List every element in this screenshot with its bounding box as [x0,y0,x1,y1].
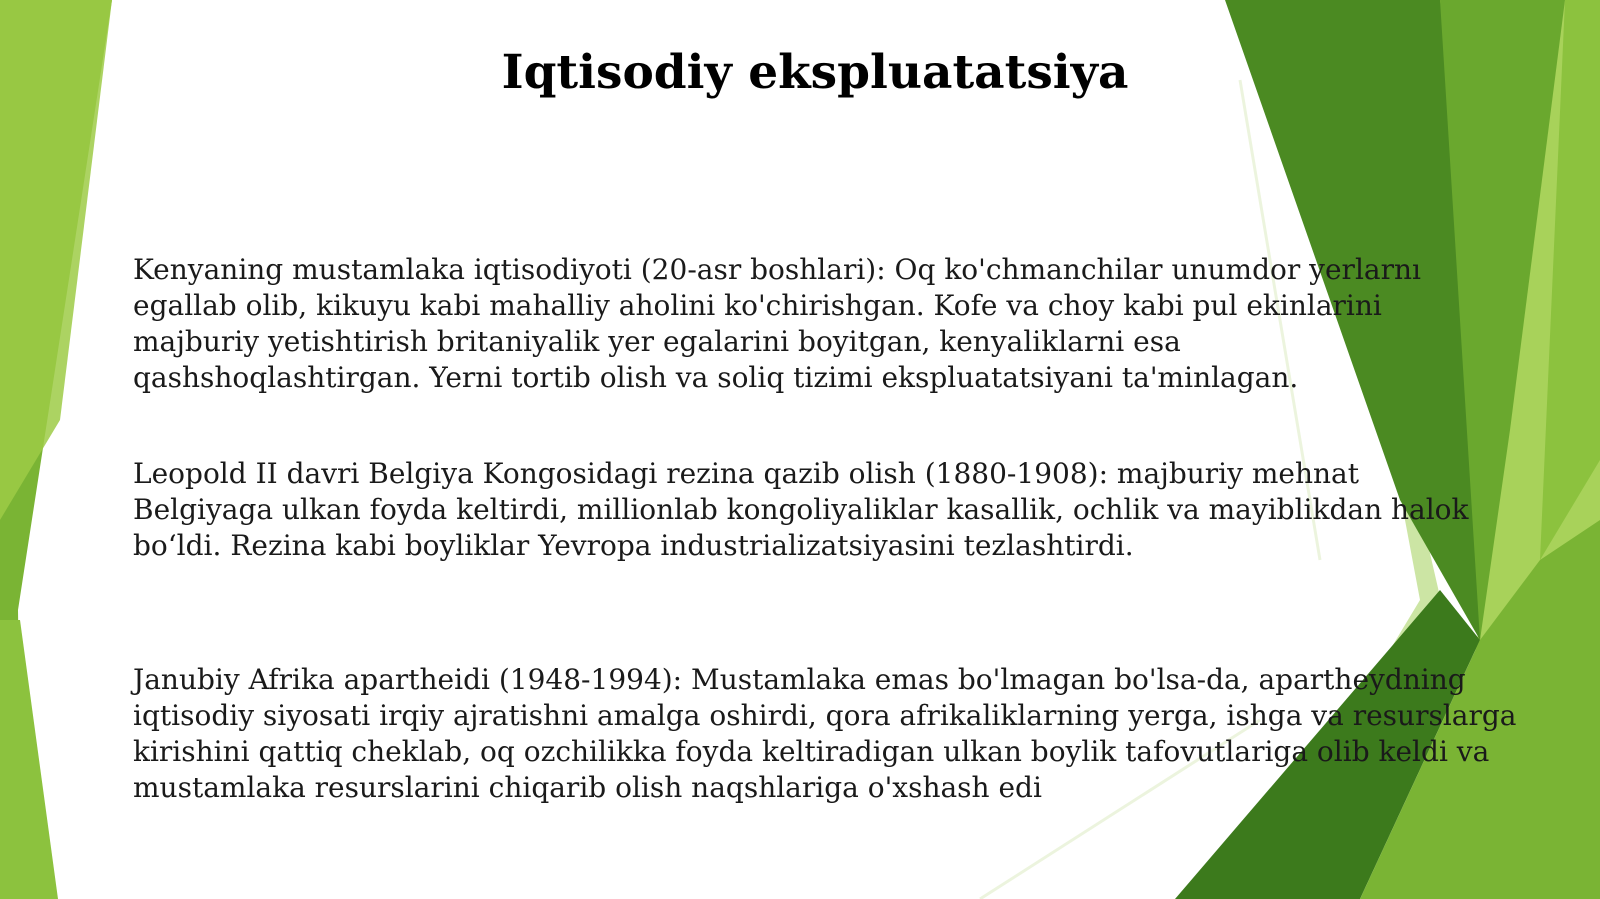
paragraph-line: Kenyaning mustamlaka iqtisodiyoti (20-asr boshlari): Oq ko'chmanchilar unumdor yerlarnı [133,253,1421,286]
slide-title: Iqtisodiy ekspluatatsiya [501,45,1129,100]
paragraph-line: mustamlaka resurslarini chiqarib olish naqshlariga o'xshash edi [133,771,1042,804]
paragraph-line: majburiy yetishtirish britaniyalik yer egalarini boyitgan, kenyaliklarni esa [133,325,1181,358]
paragraph-line: qashshoqlashtirgan. Yerni tortib olish va soliq tizimi ekspluatatsiyani ta'minlagan. [133,361,1299,394]
paragraph-line: Belgiyaga ulkan foyda keltirdi, millionlab kongoliyaliklar kasallik, ochlik va mayiblikdan halok [133,493,1469,526]
left-facet-light [0,0,112,520]
paragraph-line: egallab olib, kikuyu kabi mahalliy aholini ko'chirishgan. Kofe va choy kabi pul ekinlarini [133,289,1382,322]
left-facet-bottom [0,620,58,899]
paragraph-line: Janubiy Afrika apartheidi (1948-1994): Mustamlaka emas bo'lmagan bo'lsa-da, apartheydning [133,663,1466,696]
paragraph-line: kirishini qattiq cheklab, oq ozchilikka foyda keltiradigan ulkan boylik tafovutlariga olib keldi va [133,735,1490,768]
paragraph-line: Leopold II davri Belgiya Kongosidagi rezina qazib olish (1880-1908): majburiy mehnat [133,457,1359,490]
paragraph-line: bo‘ldi. Rezina kabi boyliklar Yevropa industrializatsiyasini tezlashtirdi. [133,529,1134,562]
paragraph-congo [133,456,1533,564]
paragraph-kenya [133,252,1533,396]
paragraph-line: iqtisodiy siyosati irqiy ajratishni amalga oshirdi, qora afrikaliklarning yerga, ishga va resurslarga [133,699,1517,732]
paragraph-south-africa [133,662,1533,806]
